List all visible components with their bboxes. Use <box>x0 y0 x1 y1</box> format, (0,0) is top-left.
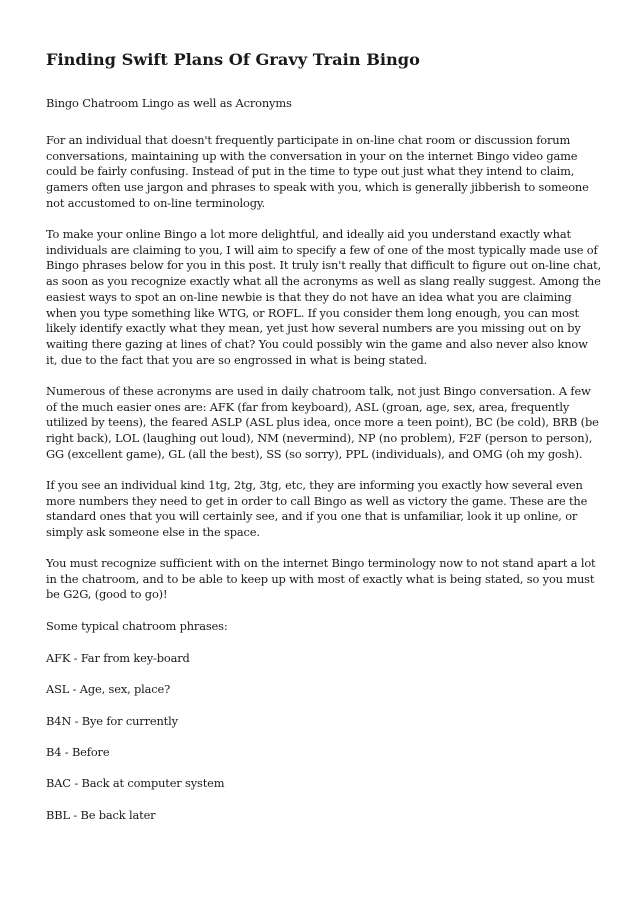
subtitle-paragraph: Bingo Chatroom Lingo as well as Acronyms <box>46 96 292 110</box>
phrase-item: ASL - Age, sex, place? <box>46 682 171 696</box>
intro-paragraph: For an individual that doesn't frequently participate in on-line chat room or discussion forum conversations, maintaining up with the conversation in your on the internet Bingo video game could be fairly confusing. Instead of put in the time to type out just what they intend to claim, gamers often use jargon and phrases to speak with you, which is generally jibberish to someone not accustomed to on-line terminology. <box>46 133 589 210</box>
phrases-heading: Some typical chatroom phrases: <box>46 619 228 633</box>
phrase-item: AFK - Far from key-board <box>46 651 190 665</box>
numbers-paragraph: If you see an individual kind 1tg, 2tg, 3tg, etc, they are informing you exactly how several even more numbers they need to get in order to call Bingo as well as victory the game. These are the standard ones that you will certainly see, and if you one that is unfamiliar, look it up online, or simply ask someone else in the space. <box>46 478 588 540</box>
phrase-item: B4N - Bye for currently <box>46 714 178 728</box>
document-title: Finding Swift Plans Of Gravy Train Bingo <box>46 50 420 69</box>
phrase-item: BAC - Back at computer system <box>46 776 225 790</box>
explanation-paragraph: To make your online Bingo a lot more delightful, and ideally aid you understand exactly what individuals are claiming to you, I will aim to specify a few of one of the most typically made use of Bingo phrases below for you in this post. It truly isn't really that difficult to figure out on-line chat, as soon as you recognize exactly what all the acronyms as well as slang really suggest. Among the easiest ways to spot an on-line newbie is that they do not have an idea what you are claiming when you type something like WTG, or ROFL. If you consider them long enough, you can most likely identify exactly what they mean, yet just how several numbers are you missing out on by waiting there gazing at lines of chat? You could possibly win the game and also never also know it, due to the fact that you are so engrossed in what is being stated. <box>46 227 602 367</box>
phrase-item: B4 - Before <box>46 745 110 759</box>
terminology-paragraph: You must recognize sufficient with on the internet Bingo terminology now to not stand apart a lot in the chatroom, and to be able to keep up with most of exactly what is being stated, so you must be G2G, (good to go)! <box>46 556 596 602</box>
phrase-item: BBL - Be back later <box>46 808 156 822</box>
acronyms-paragraph: Numerous of these acronyms are used in daily chatroom talk, not just Bingo conversation. A few of the much easier ones are: AFK (far from keyboard), ASL (groan, age, sex, area, frequently utilized by teens), the feared ASLP (ASL plus idea, once more a teen point), BC (be cold), BRB (be right back), LOL (laughing out loud), NM (nevermind), NP (no problem), F2F (person to person), GG (excellent game), GL (all the best), SS (so sorry), PPL (individuals), and OMG (oh my gosh). <box>46 384 599 461</box>
